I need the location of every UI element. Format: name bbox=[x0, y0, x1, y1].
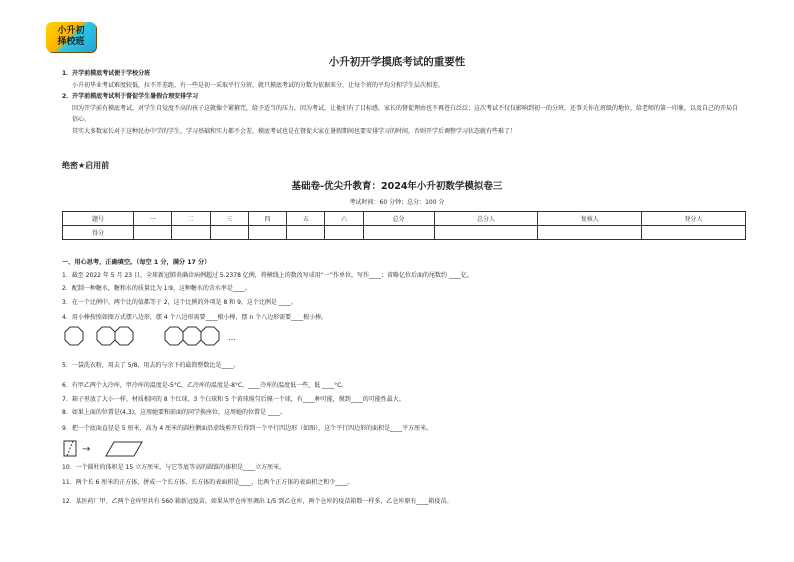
question-4: 4．用小棒按照如图方式摆八边形，摆 4 个八边形需要____根小棒，摆 n 个八边形需要____根小棒。 bbox=[62, 314, 328, 321]
score-header-cell: 三 bbox=[210, 212, 248, 226]
score-table-score-row bbox=[63, 226, 746, 240]
confidential-label: 绝密★启用前 bbox=[62, 161, 110, 170]
exam-title: 基础卷-优尖升教育：2024年小升初数学模拟卷三 bbox=[291, 181, 503, 192]
question-9: 9．把一个底面直径是 5 厘米，高为 4 厘米的圆柱侧面沿虚线剪开后得到一个平行四边形（如图），这个平行四边形的面积是____平方厘米。 bbox=[62, 425, 433, 432]
octagon-figure bbox=[64, 326, 264, 352]
score-cell bbox=[434, 226, 538, 240]
score-header-cell: 总分 bbox=[363, 212, 434, 226]
logo-line2: 择校班 bbox=[57, 37, 85, 47]
intro-section bbox=[62, 68, 742, 138]
octagon-shape bbox=[65, 327, 83, 345]
score-header-cell: 一 bbox=[134, 212, 172, 226]
question-2: 2．配制一种糖水，糖和水的质量比为 1∶9，这种糖水的含水率是____。 bbox=[62, 285, 251, 292]
score-header-cell: 登分人 bbox=[642, 212, 746, 226]
score-header-cell: 二 bbox=[172, 212, 210, 226]
question-5: 5．一袋洗衣粉，用去了 5/8，用去的与余下的最简整数比是____。 bbox=[62, 362, 240, 369]
intro-heading-2: 2．开学前摸底考试利于督促学生暑假合理安排学习 bbox=[62, 93, 199, 101]
question-8: 8．如果上面的位置是(4,3)，这周她要和前面的同学换座位，这周她的位置是 ____。 bbox=[62, 409, 286, 416]
score-cell bbox=[642, 226, 746, 240]
cylinder-net-figure bbox=[62, 439, 162, 463]
octagon-shape bbox=[201, 327, 219, 345]
score-cell bbox=[210, 226, 248, 240]
parallelogram-shape bbox=[106, 442, 142, 456]
octagon-ellipsis: … bbox=[228, 333, 236, 342]
question-12: 12．某医药厂甲、乙两个仓库里共有 560 箱新冠疫苗，如果从甲仓库里调出 1/5 到乙仓库，两个仓库的疫苗箱数一样多，乙仓库原有____箱疫苗。 bbox=[62, 498, 453, 505]
question-6: 6．有甲乙两个大冷库，甲冷库的温度是-5°C，乙冷库的温度是-8°C，____冷库的温度低一些，低 ____°C。 bbox=[62, 382, 348, 389]
exam-meta: 考试时间：60 分钟；总分：100 分 bbox=[349, 199, 445, 206]
intro-paragraph-1: 小升初毕业考试难度较低，拉不开差距，有一些是初一采取平行分班，就只摸底考试的分数为依据来分，让每个班的平均分和学生层次相差。 bbox=[72, 81, 445, 89]
section-1-heading: 一、用心思考，正确填空。（每空 1 分，满分 17 分） bbox=[62, 259, 211, 266]
score-header-cell: 题号 bbox=[63, 212, 134, 226]
intro-paragraph-2-text: 因为开学前有摸底考试，对学生自觉度不高的孩子这就像个紧箍咒，给予适当的压力。因为考试，让他们有了目标感，家长的督促理由也不再苍白泛泛；这次考试不仅仅影响到初一的分班，还事关你在班级的地位，给老师的第一印象，以及自己的开局自信心。 bbox=[72, 104, 739, 124]
score-table-header-row bbox=[63, 212, 746, 226]
question-11: 11．两个长 6 厘米的正方体，拼成一个长方体，长方体的表面积是____，比两个正方体的表面积之和少____。 bbox=[62, 479, 354, 486]
intro-title: 小升初开学摸底考试的重要性 bbox=[328, 56, 466, 68]
score-row-label: 得分 bbox=[63, 226, 134, 240]
score-cell bbox=[248, 226, 286, 240]
score-table bbox=[62, 211, 746, 240]
question-3: 3．在一个比例中，两个比的值都等于 2，这个比例的外项是 8 和 9，这个比例是 ____。 bbox=[62, 299, 297, 306]
octagon-shape bbox=[97, 327, 115, 345]
brand-logo bbox=[46, 22, 96, 52]
score-header-cell: 复核人 bbox=[538, 212, 642, 226]
intro-paragraph-3: 其实大多数家长对于这种民办中学的学生，学习基础和实力都不会差，摸底考试也是在督促大家在暑假期间也要安排学习的时间，否则开学后调整学习状态就有些难了！ bbox=[72, 127, 517, 135]
intro-heading-1: 1．开学前摸底考试便于学校分班 bbox=[62, 70, 151, 77]
octagon-shape bbox=[115, 327, 133, 345]
intro-paragraph-2 bbox=[62, 103, 742, 126]
question-7: 7．箱子里放了大小一样、材质相同的 8 个红球、3 个白球和 5 个黄球搅匀后摸一个球，有____种可能，摸到____的可能性最大。 bbox=[62, 396, 405, 403]
score-cell bbox=[538, 226, 642, 240]
cut-dashed-line bbox=[67, 441, 73, 456]
octagon-shape bbox=[165, 327, 183, 345]
logo-line1: 小升初 bbox=[57, 26, 85, 36]
cylinder-net-svg bbox=[62, 439, 162, 459]
score-cell bbox=[134, 226, 172, 240]
score-header-cell: 五 bbox=[287, 212, 325, 226]
question-10: 10．一个圆柱的体积是 15 立方厘米，与它等底等高的圆锥的体积是____立方厘米。 bbox=[62, 464, 286, 471]
arrow-icon: → bbox=[82, 444, 91, 455]
score-header-cell: 总分人 bbox=[434, 212, 538, 226]
score-cell bbox=[172, 226, 210, 240]
score-cell bbox=[363, 226, 434, 240]
score-cell bbox=[325, 226, 363, 240]
octagon-figure-svg bbox=[64, 326, 264, 348]
octagon-shape bbox=[183, 327, 201, 345]
score-header-cell: 四 bbox=[248, 212, 286, 226]
question-1: 1．截至 2022 年 5 月 23 日，全球新冠肺炎确诊病例超过 5.2378 亿例，将横线上的数改写成用“一”作单位，写作____；省略亿位后面的尾数约 ____亿。 bbox=[62, 272, 473, 279]
score-cell bbox=[287, 226, 325, 240]
score-header-cell: 六 bbox=[325, 212, 363, 226]
